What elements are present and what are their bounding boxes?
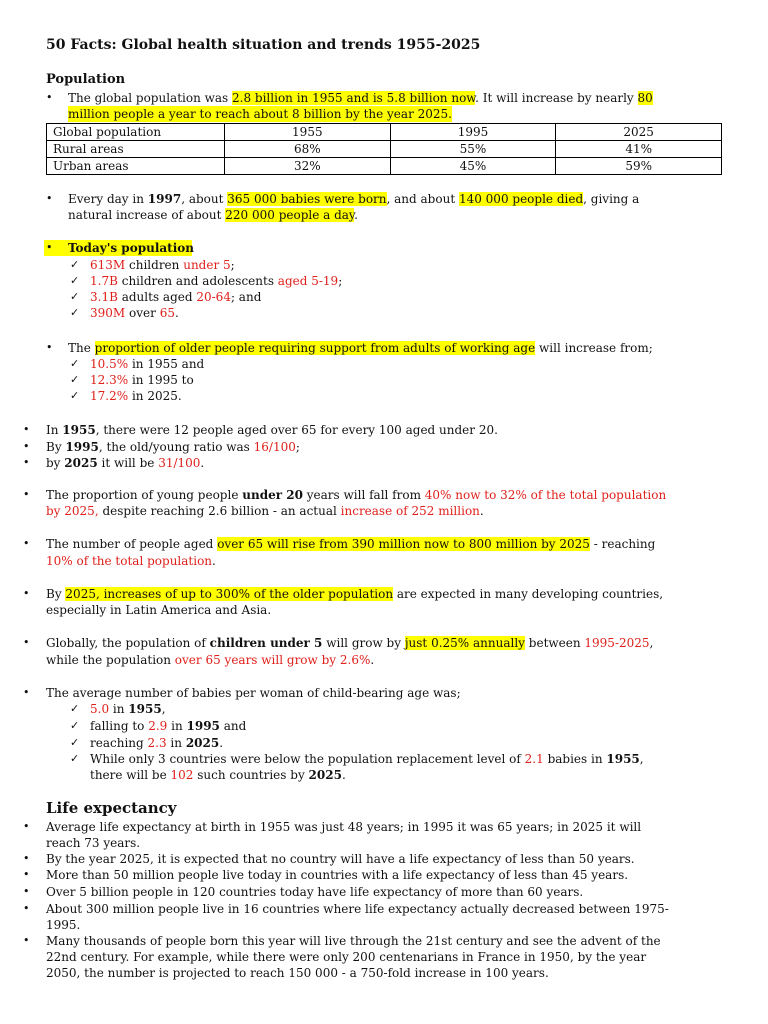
bullet-icon: • (23, 488, 30, 501)
highlighted-text: over 65 will rise from 390 million now to 800 million by 2025 (217, 537, 590, 551)
table-header-cell: 1955 (225, 124, 391, 141)
check-icon: ✓ (70, 306, 80, 319)
highlighted-text: 365 000 babies were born (227, 192, 387, 206)
check-icon: ✓ (70, 752, 80, 765)
table-header-cell: Global population (47, 124, 225, 141)
bullet-icon: • (23, 885, 30, 898)
table-cell: Urban areas (47, 158, 225, 175)
bullet-icon: • (46, 341, 53, 354)
check-icon: ✓ (70, 357, 80, 370)
section-heading-life-expectancy: Life expectancy (46, 799, 177, 817)
table-header-row (47, 124, 722, 141)
document-title: 50 Facts: Global health situation and trends 1955-2025 (46, 37, 481, 53)
section-heading-population: Population (46, 72, 126, 87)
bullet-icon: • (23, 587, 30, 600)
bullet-icon: • (23, 852, 30, 865)
highlighted-text: 140 000 people died (458, 192, 584, 206)
highlighted-text: million people a year to reach about 8 billion by the year 2025. (68, 107, 452, 121)
highlighted-text: just 0.25% annually (404, 636, 525, 650)
bullet-icon: • (23, 636, 30, 649)
highlighted-text: proportion of older people requiring support from adults of working age (94, 341, 536, 355)
table-row (47, 141, 722, 158)
highlighted-text: 2.8 billion in 1955 and is 5.8 billion now (232, 91, 476, 105)
bullet-icon: • (23, 902, 30, 915)
check-icon: ✓ (70, 736, 80, 749)
table-cell: 32% (225, 158, 391, 175)
check-icon: ✓ (70, 258, 80, 271)
bullet-icon: • (46, 192, 53, 205)
highlighted-text: 80 (637, 91, 653, 105)
bullet-icon: • (23, 934, 30, 947)
check-icon: ✓ (70, 702, 80, 715)
document-page: 50 Facts: Global health situation and trends 1955-2025 Population • The global population was 2.8 billion in 1955 and is 5.8 billion now. It will increase by nearly 80 million people a year to reach about 8 billion by the year 2025. Global population 1955 1995 2025 Rural areas 68% 55% 41% Urban areas 32% 45% 59% • Every day in 1997, about 365 000 babies were born, and about 140 000 people died, giving a natural increase of about 220 000 people a day. • Today's population ✓ 613M children under 5; ✓ 1.7B children and adolescents aged 5-19; ✓ 3.1B adults aged 20-64; and ✓ 390M over 65. • The proportion of older people requiring support from adults of working age will increase from; ✓ 10.5% in 1955 and ✓ 12.3% in 1995 to ✓ 17.2% in 2025. • In 1955, there were 12 people aged over 65 for every 100 aged under 20. • By 1995, the old/young ratio was 16/100; • by 2025 it will be 31/100. • The proportion of young people under 20 years will fall from 40% now to 32% of the total population by 2025, despite reaching 2.6 billion - an actual increase of 252 million. • The number of people aged over 65 will rise from 390 million now to 800 million by 2025 - reaching 10% of the total population. • By 2025, increases of up to 300% of the older population are expected in many developing countries, especially in Latin America and Asia. • Globally, the population of children under 5 will grow by just 0.25% annually between 1995-2025, while the population over 65 years will grow by 2.6%. • The average number of babies per woman of child-bearing age was; ✓ 5.0 in 1955, ✓ falling to 2.9 in 1995 and ✓ reaching 2.3 in 2025. ✓ While only 3 countries were below the population replacement level of 2.1 babies in 1955, there will be 102 such countries by 2025. Life expectancy • Average life expectancy at birth in 1955 was just 48 years; in 1995 it was 65 years; in 2025 it will reach 73 years. • By the year 2025, it is expected that no country will have a life expectancy of less than 50 years. • More than 50 million people live today in countries with a life expectancy of less than 45 years. • Over 5 billion people in 120 countries today have life expectancy of more than 60 years. • About 300 million people live in 16 countries where life expectancy actually decreased between 1975- 1995. • Many thousands of people born this year will live through the 21st century and see the advent of the 22nd century. For example, while there were only 200 centenarians in France in 1950, by the year 2050, the number is projected to reach 150 000 - a 750-fold increase in 100 years. (0, 0, 768, 1024)
check-icon: ✓ (70, 290, 80, 303)
check-icon: ✓ (70, 373, 80, 386)
table-cell: Rural areas (47, 141, 225, 158)
table-cell: 68% (225, 141, 391, 158)
bullet-icon: • (23, 423, 30, 436)
table-row (47, 158, 722, 175)
check-icon: ✓ (70, 274, 80, 287)
table-header-cell: 2025 (556, 124, 722, 141)
highlighted-text: 2025, increases of up to 300% of the older population (65, 587, 394, 601)
bullet-icon: • (23, 868, 30, 881)
bullet-icon: • (46, 241, 53, 254)
check-icon: ✓ (70, 719, 80, 732)
bullet-icon: • (23, 820, 30, 833)
bullet-icon: • (23, 537, 30, 550)
table-header-cell: 1995 (390, 124, 556, 141)
table-cell: 59% (556, 158, 722, 175)
highlighted-text: 220 000 people a day (225, 208, 355, 222)
check-icon: ✓ (70, 389, 80, 402)
bullet-icon: • (46, 91, 53, 104)
bullet-icon: • (23, 686, 30, 699)
table-cell: 55% (390, 141, 556, 158)
table-cell: 41% (556, 141, 722, 158)
bullet-icon: • (23, 456, 30, 469)
bullet-icon: • (23, 440, 30, 453)
population-table (46, 123, 722, 175)
table-cell: 45% (390, 158, 556, 175)
